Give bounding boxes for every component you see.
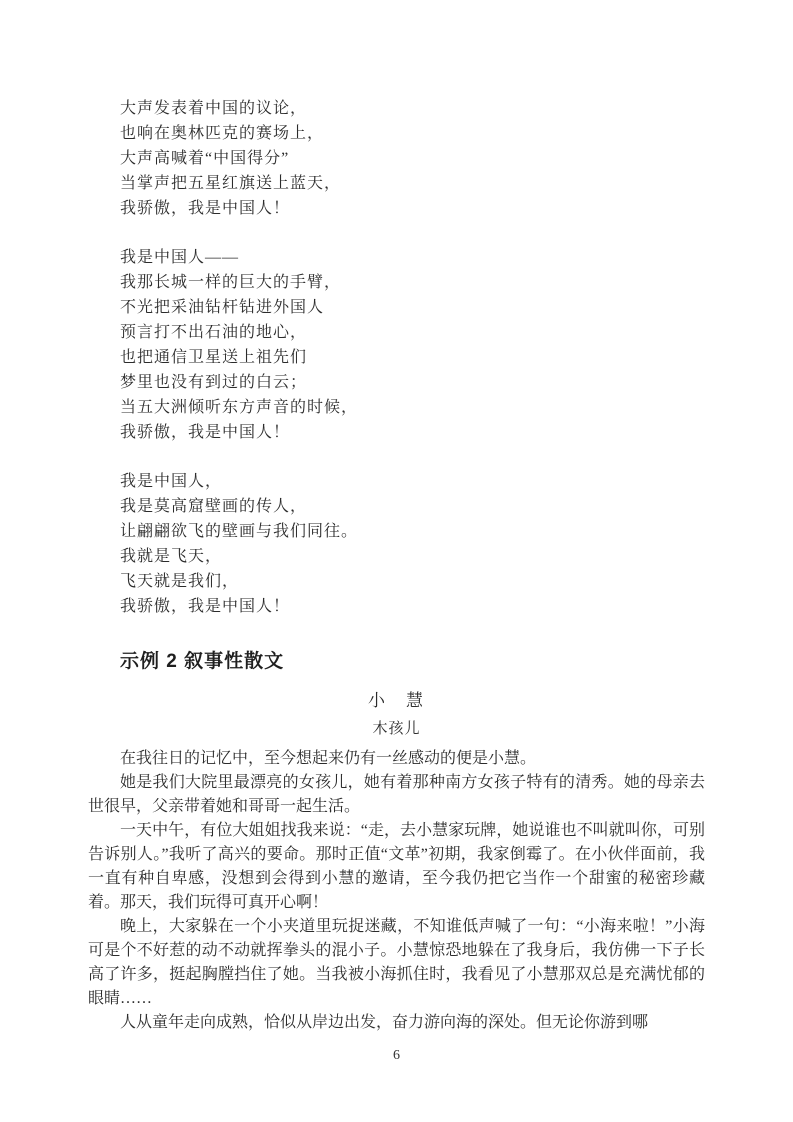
poem-line: 我是莫高窟壁画的传人，: [120, 498, 308, 515]
essay-paragraph: 人从童年走向成熟，恰似从岸边出发，奋力游向海的深处。但无论你游到哪: [120, 1014, 649, 1031]
page-footer: [0, 1048, 793, 1064]
poem-line: 我骄傲，我是中国人！: [120, 424, 291, 441]
poem-stanza: [120, 96, 733, 221]
poem-line: 大声高喊着“中国得分”: [120, 150, 290, 167]
essay-body: [88, 747, 705, 1035]
poem-line: 不光把采油钻杆钻进外国人: [120, 299, 325, 316]
poem-line: 预言打不出石油的地心，: [120, 324, 308, 341]
poem-line: 飞天就是我们，: [120, 573, 240, 590]
poem-line: 我那长城一样的巨大的手臂，: [120, 274, 342, 291]
poem-line: 我是中国人——: [120, 249, 240, 266]
essay-title: 小 慧: [368, 691, 425, 710]
poem-stanza: [120, 245, 733, 445]
essay-paragraph: 她是我们大院里最漂亮的女孩儿，她有着那种南方女孩子特有的清秀。她的母亲去世很早，父亲带着她和哥哥一起生活。: [88, 774, 705, 815]
essay-paragraph: 晚上，大家躲在一个小夹道里玩捉迷藏，不知谁低声喊了一句：“小海来啦！”小海可是个不好惹的动不动就挥拳头的混小子。小慧惊恐地躲在了我身后，我仿佛一下子长高了许多，挺起胸膛挡住了她。当我被小海抓住时，我看见了小慧那双总是充满忧郁的眼睛……: [88, 918, 705, 1007]
essay-paragraph: 在我往日的记忆中，至今想起来仍有一丝感动的便是小慧。: [120, 750, 537, 767]
poem-line: 大声发表着中国的议论，: [120, 100, 308, 117]
essay-author: 木孩儿: [372, 721, 421, 737]
poem-line: 梦里也没有到过的白云；: [120, 374, 308, 391]
poem-line: 当五大洲倾听东方声音的时候，: [120, 399, 359, 416]
poem-line: 我骄傲，我是中国人！: [120, 200, 291, 217]
essay-paragraph: 一天中午，有位大姐姐找我来说：“走，去小慧家玩牌，她说谁也不叫就叫你，可别告诉别人。”我听了高兴的要命。那时正值“文革”初期，我家倒霉了。在小伙伴面前，我一直有种自卑感，没想到会得到小慧的邀请，至今我仍把它当作一个甜蜜的秘密珍藏着。那天，我们玩得可真开心啊！: [88, 822, 705, 911]
poem: [120, 0, 733, 619]
poem-line: 我是中国人，: [120, 473, 223, 490]
poem-line: 让翩翩欲飞的壁画与我们同往。: [120, 523, 359, 540]
section-heading: 示例 2 叙事性散文: [120, 651, 285, 672]
poem-stanza: [120, 469, 733, 619]
poem-line: 我就是飞天，: [120, 548, 223, 565]
poem-line: 当掌声把五星红旗送上蓝天，: [120, 175, 342, 192]
poem-line: 我骄傲，我是中国人！: [120, 598, 291, 615]
page-number: 6: [393, 1048, 400, 1063]
poem-line: 也响在奥林匹克的赛场上，: [120, 125, 325, 142]
poem-line: 也把通信卫星送上祖先们: [120, 349, 308, 366]
